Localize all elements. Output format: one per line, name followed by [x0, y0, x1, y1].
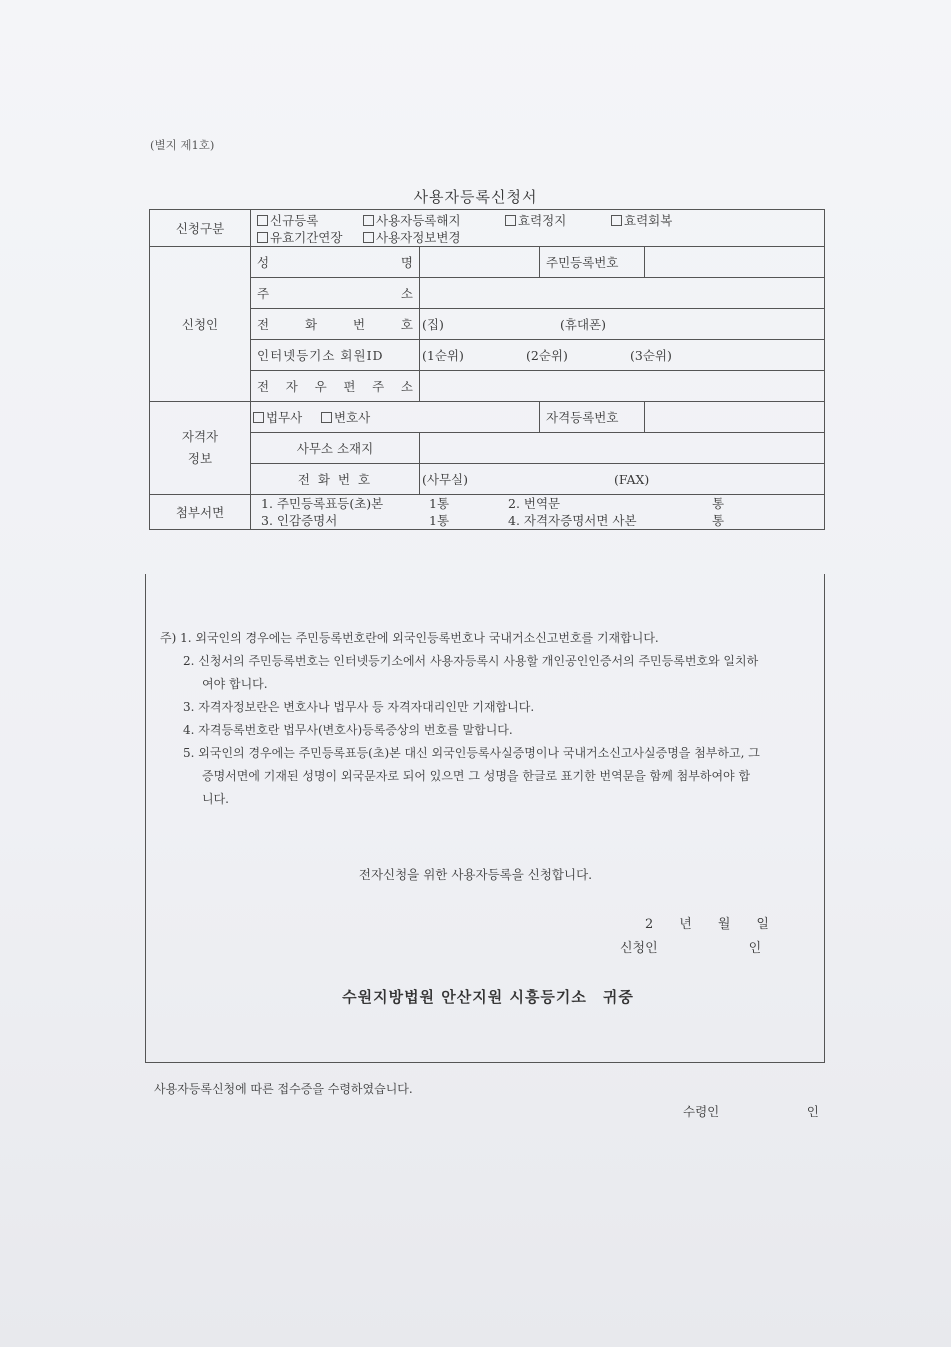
attachments-row — [150, 495, 825, 530]
office-address-field[interactable] — [420, 433, 825, 464]
application-type-row — [150, 210, 825, 247]
checkbox-cancel-registration[interactable]: 사용자등록해지 — [363, 212, 505, 229]
checkbox-judicial-scrivener[interactable]: 법무사 — [253, 408, 321, 426]
office-phone-row — [150, 464, 825, 495]
id-priority-2: (2순위) — [526, 348, 568, 363]
checkbox-icon — [257, 232, 268, 243]
checkbox-icon — [321, 412, 332, 423]
id-priority-1: (1순위) — [422, 348, 464, 363]
qualification-reg-no-label: 자격등록번호 — [540, 402, 645, 433]
phone-field[interactable] — [420, 309, 825, 340]
date-line: 2 년 월 일 — [645, 917, 769, 932]
office-address-row — [150, 433, 825, 464]
checkbox-change-user-info[interactable]: 사용자정보변경 — [363, 229, 461, 246]
office-address-label: 사무소 소재지 — [251, 433, 420, 464]
attachment-1-count: 1통 — [429, 496, 450, 511]
office-phone-field[interactable] — [420, 464, 825, 495]
checkbox-icon — [363, 232, 374, 243]
checkbox-icon — [253, 412, 264, 423]
rrn-label: 주민등록번호 — [540, 247, 645, 278]
applicant-name-row — [150, 247, 825, 278]
applicant-address-row — [150, 278, 825, 309]
email-label: 전 자 우 편 주 소 — [257, 379, 413, 394]
address-label: 주 소 — [257, 286, 413, 301]
phone-office-label: (사무실) — [422, 472, 468, 487]
id-priority-3: (3순위) — [630, 348, 672, 363]
checkbox-lawyer[interactable]: 변호사 — [321, 408, 370, 426]
attachment-3: 3. 인감증명서 — [261, 513, 338, 528]
applicant-id-row — [150, 340, 825, 371]
office-phone-label: 전 화 번 호 — [251, 464, 420, 495]
form-number: (별지 제1호) — [150, 138, 215, 152]
note-3: 3. 자격자정보란은 변호사나 법무사 등 자격자대리인만 기재합니다. — [183, 700, 535, 714]
receiver-signature-line: 수령인 인 — [683, 1104, 819, 1119]
qualification-type-row — [150, 402, 825, 433]
applicant-signature-line: 신청인 인 — [620, 941, 762, 956]
checkbox-icon — [363, 215, 374, 226]
name-field[interactable] — [420, 247, 540, 278]
checkbox-icon — [257, 215, 268, 226]
applicant-label: 신청인 — [150, 247, 251, 402]
note-2: 2. 신청서의 주민등록번호는 인터넷등기소에서 사용자등록시 사용할 개인공인인증서의 주민등록번호와 일치하 — [183, 654, 759, 668]
name-label: 성 명 — [257, 255, 413, 270]
attachment-1: 1. 주민등록표등(초)본 — [261, 496, 384, 511]
court-addressee: 수원지방법원 안산지원 시흥등기소 귀중 — [342, 988, 634, 1006]
checkbox-restore[interactable]: 효력회복 — [611, 212, 672, 229]
note-5-cont-1: 증명서면에 기재된 성명이 외국문자로 되어 있으면 그 성명을 한글로 표기한 번역문을 함께 첨부하여야 합 — [202, 769, 751, 783]
qualification-label: 자격자 정보 — [150, 402, 251, 495]
application-type-label: 신청구분 — [150, 210, 251, 247]
fax-label: (FAX) — [614, 472, 650, 487]
checkbox-icon — [611, 215, 622, 226]
checkbox-icon — [505, 215, 516, 226]
form-title: 사용자등록신청서 — [413, 188, 538, 206]
attachment-3-count: 1통 — [429, 513, 450, 528]
note-4: 4. 자격등록번호란 법무사(변호사)등록증상의 번호를 말합니다. — [183, 723, 513, 737]
attachment-2-count: 통 — [712, 496, 725, 511]
application-statement: 전자신청을 위한 사용자등록을 신청합니다. — [358, 867, 593, 882]
attachment-4-count: 통 — [712, 513, 725, 528]
application-table — [149, 209, 825, 530]
attachment-4: 4. 자격자증명서면 사본 — [508, 513, 637, 528]
note-5-cont-2: 니다. — [202, 792, 229, 806]
email-field[interactable] — [420, 371, 825, 402]
note-2-cont: 여야 합니다. — [202, 677, 268, 691]
attachment-2: 2. 번역문 — [508, 496, 561, 511]
checkbox-suspend[interactable]: 효력정지 — [505, 212, 611, 229]
checkbox-new-registration[interactable]: 신규등록 — [257, 212, 363, 229]
phone-label: 전 화 번 호 — [257, 317, 413, 332]
attachments-label: 첨부서면 — [150, 495, 251, 530]
phone-home-label: (집) — [422, 317, 444, 332]
address-field[interactable] — [420, 278, 825, 309]
phone-mobile-label: (휴대폰) — [560, 317, 606, 332]
note-5: 5. 외국인의 경우에는 주민등록표등(초)본 대신 외국인등록사실증명이나 국내거소신고사실증명을 첨부하고, 그 — [183, 746, 760, 760]
checkbox-extend-validity[interactable]: 유효기간연장 — [257, 229, 363, 246]
member-id-field[interactable] — [420, 340, 825, 371]
member-id-label: 인터넷등기소 회원ID — [251, 340, 420, 371]
rrn-field[interactable] — [645, 247, 825, 278]
receipt-statement: 사용자등록신청에 따른 접수증을 수령하였습니다. — [154, 1082, 413, 1096]
qualification-reg-no-field[interactable] — [645, 402, 825, 433]
applicant-email-row — [150, 371, 825, 402]
applicant-phone-row — [150, 309, 825, 340]
note-1: 주) 1. 외국인의 경우에는 주민등록번호란에 외국인등록번호나 국내거소신고번호를 기재합니다. — [160, 631, 659, 645]
